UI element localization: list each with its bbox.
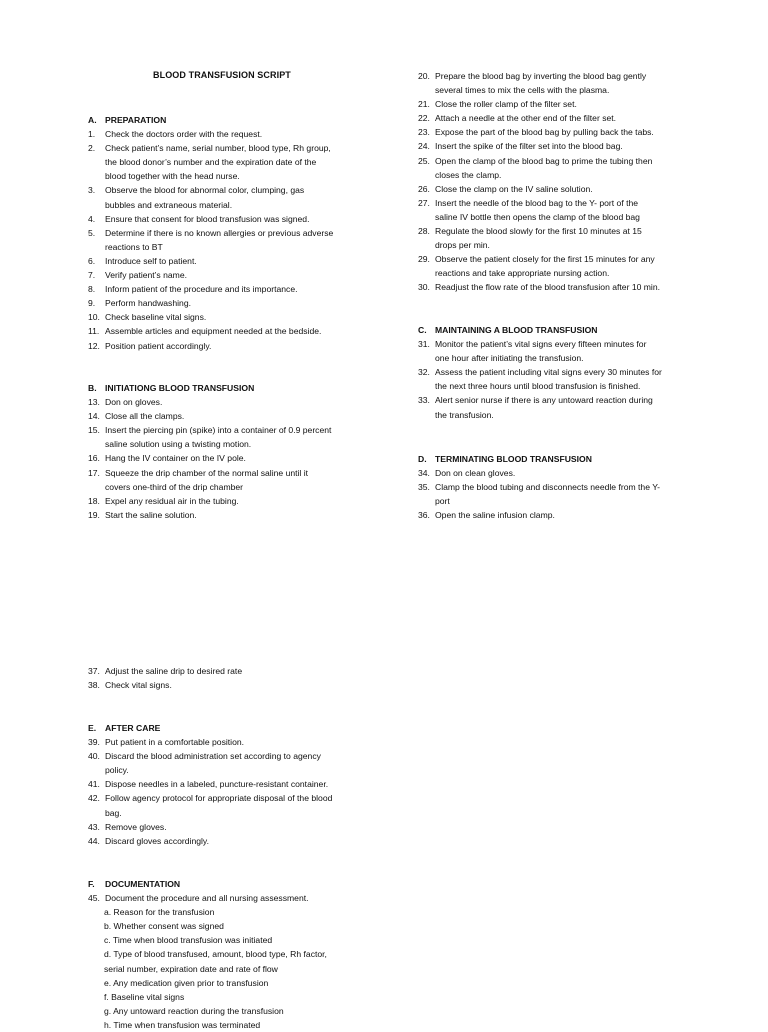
documentation-subitem: d. Type of blood transfused, amount, blood type, Rh factor, bbox=[104, 949, 327, 960]
item-text: Perform handwashing. bbox=[105, 298, 191, 309]
list-item bbox=[418, 97, 708, 111]
document-title: BLOOD TRANSFUSION SCRIPT bbox=[153, 70, 291, 80]
section-c-list bbox=[418, 337, 708, 422]
item-text-line: drops per min. bbox=[435, 240, 490, 251]
item-number: 14. bbox=[88, 411, 100, 422]
item-number: 37. bbox=[88, 666, 100, 676]
item-text-line: the next three hours until blood transfusion is finished. bbox=[435, 381, 641, 392]
item-number: 44. bbox=[88, 835, 100, 846]
list-item bbox=[88, 678, 388, 692]
item-text bbox=[435, 252, 708, 280]
item-number: 17. bbox=[88, 467, 100, 478]
item-text-line: Observe the blood for abnormal color, clumping, gas bbox=[105, 185, 305, 196]
item-text-line: Insert the needle of the blood bag to the Y- port of the bbox=[435, 197, 639, 208]
list-item bbox=[88, 423, 388, 451]
item-text-line: Assess the patient including vital signs every 30 minutes for bbox=[435, 367, 662, 378]
list-item bbox=[418, 139, 708, 153]
item-text-line: Monitor the patient’s vital signs every fifteen minutes for bbox=[435, 339, 647, 350]
item-text: Readjust the flow rate of the blood transfusion after 10 min. bbox=[435, 282, 660, 293]
list-item bbox=[418, 252, 708, 280]
section-c-letter: C. bbox=[418, 325, 427, 335]
item-text-line: saline IV bottle then opens the clamp of the blood bag bbox=[435, 211, 640, 222]
section-d-continued bbox=[88, 664, 388, 692]
item-number: 23. bbox=[418, 127, 430, 138]
item-text: Assemble articles and equipment needed at the bedside. bbox=[105, 326, 322, 337]
item-text bbox=[435, 154, 708, 182]
item-number: 26. bbox=[418, 183, 430, 194]
item-number: 13. bbox=[88, 397, 100, 408]
item-text-line: Insert the piercing pin (spike) into a container of 0.9 percent bbox=[105, 425, 332, 436]
item-text-line: Clamp the blood tubing and disconnects needle from the Y- bbox=[435, 482, 661, 493]
item-text: Ensure that consent for blood transfusion was signed. bbox=[105, 213, 310, 224]
section-a bbox=[88, 113, 388, 353]
section-f-letter: F. bbox=[88, 879, 95, 889]
item-number: 8. bbox=[88, 284, 96, 295]
item-number: 36. bbox=[418, 510, 430, 521]
item-text: Check vital signs. bbox=[105, 680, 172, 691]
section-f-heading bbox=[88, 877, 388, 891]
item-text-line: reactions and take appropriate nursing action. bbox=[435, 268, 610, 279]
item-text-line: the blood donor’s number and the expiration date of the bbox=[105, 157, 317, 168]
item-text-line: Discard the blood administration set according to agency bbox=[105, 751, 321, 762]
item-text-line: Alert senior nurse if there is any untoward reaction during bbox=[435, 395, 653, 406]
item-number: 20. bbox=[418, 71, 430, 81]
item-number: 30. bbox=[418, 282, 430, 293]
item-number: 28. bbox=[418, 226, 430, 237]
item-text: Remove gloves. bbox=[105, 821, 167, 832]
section-b-letter: B. bbox=[88, 383, 97, 393]
item-text-line: saline solution using a twisting motion. bbox=[105, 439, 252, 450]
item-number: 43. bbox=[88, 821, 100, 832]
section-b-title: INITIATIONG BLOOD TRANSFUSION bbox=[105, 383, 255, 393]
item-text: Introduce self to patient. bbox=[105, 255, 197, 266]
list-item bbox=[88, 339, 388, 353]
section-d-title: TERMINATING BLOOD TRANSFUSION bbox=[435, 454, 592, 464]
list-item bbox=[88, 141, 388, 183]
item-number: 45. bbox=[88, 893, 100, 904]
list-item bbox=[418, 365, 708, 393]
item-text: Check the doctors order with the request. bbox=[105, 129, 263, 140]
section-c-title: MAINTAINING A BLOOD TRANSFUSION bbox=[435, 325, 598, 335]
section-e-heading bbox=[88, 721, 388, 735]
list-item bbox=[88, 212, 388, 226]
list-item bbox=[88, 664, 388, 678]
item-number: 32. bbox=[418, 367, 430, 378]
item-text-line: Open the clamp of the blood bag to prime the tubing then bbox=[435, 155, 653, 166]
section-a-heading bbox=[88, 113, 388, 127]
item-number: 6. bbox=[88, 255, 96, 266]
item-number: 22. bbox=[418, 113, 430, 124]
item-text bbox=[435, 337, 708, 365]
section-b-continued-list bbox=[418, 69, 708, 295]
item-text: Verify patient’s name. bbox=[105, 270, 188, 281]
list-item bbox=[418, 69, 708, 97]
list-item bbox=[88, 282, 388, 296]
section-b bbox=[88, 381, 388, 522]
item-number: 27. bbox=[418, 197, 430, 208]
item-number: 41. bbox=[88, 779, 100, 790]
list-item bbox=[88, 395, 388, 409]
item-text bbox=[105, 226, 388, 254]
item-text: Attach a needle at the other end of the filter set. bbox=[435, 113, 617, 124]
item-number: 42. bbox=[88, 793, 100, 804]
list-item bbox=[88, 749, 388, 777]
list-item bbox=[418, 280, 708, 294]
list-item bbox=[88, 226, 388, 254]
section-b-list bbox=[88, 395, 388, 522]
item-number: 31. bbox=[418, 339, 430, 350]
section-b-continued bbox=[418, 69, 708, 295]
item-text bbox=[105, 141, 388, 183]
item-text: Expel any residual air in the tubing. bbox=[105, 495, 239, 506]
section-f bbox=[88, 877, 388, 1032]
list-item bbox=[88, 508, 388, 522]
section-e-title: AFTER CARE bbox=[105, 723, 161, 733]
list-item bbox=[418, 154, 708, 182]
item-number: 35. bbox=[418, 482, 430, 493]
list-item bbox=[88, 466, 388, 494]
item-text-line: Prepare the blood bag by inverting the blood bag gently bbox=[435, 71, 647, 81]
item-text-line: several times to mix the cells with the plasma. bbox=[435, 85, 610, 96]
section-b-heading bbox=[88, 381, 388, 395]
item-number: 10. bbox=[88, 312, 100, 323]
item-text-line: port bbox=[435, 496, 450, 507]
item-text-line: covers one-third of the drip chamber bbox=[105, 481, 244, 492]
list-item bbox=[88, 735, 388, 749]
list-item bbox=[418, 125, 708, 139]
list-item bbox=[418, 480, 708, 508]
item-text-line: Squeeze the drip chamber of the normal saline until it bbox=[105, 467, 309, 478]
section-a-letter: A. bbox=[88, 115, 97, 125]
item-text-line: Determine if there is no known allergies or previous adverse bbox=[105, 227, 334, 238]
item-text: Start the saline solution. bbox=[105, 509, 197, 520]
section-d-list bbox=[418, 466, 708, 522]
list-item bbox=[88, 254, 388, 268]
item-number: 1. bbox=[88, 129, 96, 140]
documentation-subitem: serial number, expiration date and rate of flow bbox=[104, 963, 278, 974]
documentation-subitem: g. Any untoward reaction during the transfusion bbox=[104, 1005, 284, 1016]
list-item bbox=[88, 494, 388, 508]
item-number: 11. bbox=[88, 326, 100, 337]
item-number: 16. bbox=[88, 453, 100, 464]
item-text-line: Observe the patient closely for the first 15 minutes for any bbox=[435, 254, 655, 265]
item-number: 40. bbox=[88, 751, 100, 762]
item-text: Close all the clamps. bbox=[105, 411, 185, 422]
item-text-line: closes the clamp. bbox=[435, 169, 502, 180]
list-item bbox=[418, 393, 708, 421]
item-text bbox=[105, 466, 388, 494]
list-item bbox=[418, 182, 708, 196]
item-number: 19. bbox=[88, 509, 100, 520]
list-item bbox=[418, 466, 708, 480]
item-text-line: reactions to BT bbox=[105, 241, 163, 252]
item-text: Hang the IV container on the IV pole. bbox=[105, 453, 246, 464]
item-text: Don on gloves. bbox=[105, 397, 163, 408]
section-e bbox=[88, 721, 388, 848]
documentation-subitem: h. Time when transfusion was terminated bbox=[104, 1019, 261, 1030]
item-number: 34. bbox=[418, 468, 430, 479]
documentation-subitem: b. Whether consent was signed bbox=[104, 921, 224, 932]
item-text bbox=[105, 183, 388, 211]
section-a-list bbox=[88, 127, 388, 353]
item-number: 15. bbox=[88, 425, 100, 436]
list-item bbox=[88, 127, 388, 141]
section-d-heading bbox=[418, 452, 708, 466]
list-item bbox=[88, 296, 388, 310]
item-text-line: policy. bbox=[105, 765, 129, 776]
item-text bbox=[435, 393, 708, 421]
list-item bbox=[418, 508, 708, 522]
item-text: Position patient accordingly. bbox=[105, 340, 212, 351]
item-text: Don on clean gloves. bbox=[435, 468, 516, 479]
section-e-list bbox=[88, 735, 388, 848]
item-text bbox=[435, 69, 708, 97]
list-item bbox=[88, 268, 388, 282]
section-d-continued-list bbox=[88, 664, 388, 692]
item-number: 5. bbox=[88, 227, 96, 238]
item-number: 7. bbox=[88, 270, 96, 281]
item-text bbox=[435, 196, 708, 224]
list-item bbox=[88, 777, 388, 791]
list-item bbox=[88, 183, 388, 211]
list-item bbox=[88, 820, 388, 834]
documentation-subitem: c. Time when blood transfusion was initiated bbox=[104, 935, 273, 946]
item-text: Close the roller clamp of the filter set. bbox=[435, 99, 577, 110]
section-c-heading bbox=[418, 323, 708, 337]
item-number: 29. bbox=[418, 254, 430, 265]
item-text: Put patient in a comfortable position. bbox=[105, 737, 245, 748]
item-text-line: Check patient’s name, serial number, blood type, Rh group, bbox=[105, 143, 331, 154]
item-text-line: Follow agency protocol for appropriate disposal of the blood bbox=[105, 793, 333, 804]
section-f-title: DOCUMENTATION bbox=[105, 879, 181, 889]
item-text: Close the clamp on the IV saline solution. bbox=[435, 183, 593, 194]
list-item bbox=[88, 791, 388, 819]
item-text: Document the procedure and all nursing assessment. bbox=[105, 893, 309, 904]
item-number: 4. bbox=[88, 213, 96, 224]
item-text-line: bubbles and extraneous material. bbox=[105, 199, 233, 210]
item-text: Check baseline vital signs. bbox=[105, 312, 207, 323]
item-number: 25. bbox=[418, 155, 430, 166]
documentation-subitem: a. Reason for the transfusion bbox=[104, 907, 215, 918]
item-number: 18. bbox=[88, 495, 100, 506]
item-text-line: bag. bbox=[105, 807, 122, 818]
list-item bbox=[88, 834, 388, 848]
item-text: Adjust the saline drip to desired rate bbox=[105, 666, 243, 676]
section-d bbox=[418, 452, 708, 522]
list-item bbox=[88, 451, 388, 465]
item-number: 21. bbox=[418, 99, 430, 110]
list-item bbox=[88, 324, 388, 338]
documentation-subitem: e. Any medication given prior to transfusion bbox=[104, 977, 269, 988]
list-item bbox=[418, 111, 708, 125]
item-text: Dispose needles in a labeled, puncture-resistant container. bbox=[105, 779, 329, 790]
section-d-letter: D. bbox=[418, 454, 427, 464]
item-text-line: one hour after initiating the transfusion. bbox=[435, 353, 584, 364]
item-number: 39. bbox=[88, 737, 100, 748]
item-text-line: Regulate the blood slowly for the first 10 minutes at 15 bbox=[435, 226, 642, 237]
documentation-subitem: f. Baseline vital signs bbox=[104, 991, 185, 1002]
item-text bbox=[105, 423, 388, 451]
list-item bbox=[88, 891, 388, 905]
item-number: 3. bbox=[88, 185, 96, 196]
list-item bbox=[88, 409, 388, 423]
item-text: Insert the spike of the filter set into the blood bag. bbox=[435, 141, 623, 152]
item-text bbox=[435, 224, 708, 252]
item-number: 24. bbox=[418, 141, 430, 152]
item-text-line: the transfusion. bbox=[435, 409, 494, 420]
item-text-line: blood together with the head nurse. bbox=[105, 171, 240, 182]
section-e-letter: E. bbox=[88, 723, 97, 733]
item-text bbox=[435, 365, 708, 393]
item-number: 33. bbox=[418, 395, 430, 406]
item-text: Discard gloves accordingly. bbox=[105, 835, 209, 846]
item-text: Inform patient of the procedure and its importance. bbox=[105, 284, 298, 295]
item-text: Open the saline infusion clamp. bbox=[435, 510, 555, 521]
documentation-subitems bbox=[88, 905, 388, 1032]
list-item bbox=[418, 224, 708, 252]
item-text bbox=[105, 791, 388, 819]
item-number: 9. bbox=[88, 298, 96, 309]
item-text: Expose the part of the blood bag by pulling back the tabs. bbox=[435, 127, 654, 138]
section-a-title: PREPARATION bbox=[105, 115, 167, 125]
item-number: 12. bbox=[88, 340, 100, 351]
item-text bbox=[435, 480, 708, 508]
list-item bbox=[88, 310, 388, 324]
list-item bbox=[418, 337, 708, 365]
item-number: 2. bbox=[88, 143, 96, 154]
section-c bbox=[418, 323, 708, 422]
list-item bbox=[418, 196, 708, 224]
item-number: 38. bbox=[88, 680, 100, 691]
item-text bbox=[105, 749, 388, 777]
